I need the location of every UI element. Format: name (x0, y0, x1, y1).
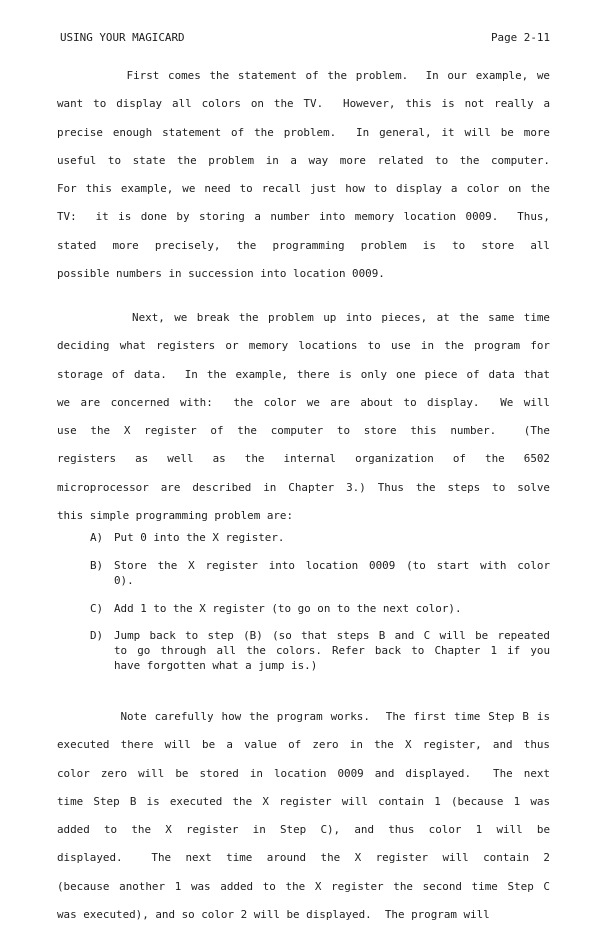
text-line: possible numbers in succession into location 0009. (57, 267, 385, 281)
text-line: Next, we break the problem up into pieces, at the same time (57, 311, 550, 324)
step-label: A) (90, 531, 104, 544)
text-line: executed there will be a value of zero in the X register, and thus (57, 738, 550, 752)
step-text-line: Store the X register into location 0009 (to start with color (114, 559, 550, 573)
step-text (114, 558, 550, 588)
text-line: For this example, we need to recall just how to display a color on the (57, 182, 550, 196)
text-line: microprocessor are described in Chapter 3.) Thus the steps to solve (57, 480, 550, 494)
step-text (114, 628, 550, 674)
step-d (90, 628, 550, 674)
step-text-line: have forgotten what a jump is.) (114, 659, 318, 673)
text-line: color zero will be stored in location 0009 and displayed. The next (57, 766, 550, 780)
text-line: displayed. The next time around the X register will contain 2 (57, 851, 550, 865)
step-text-line: Put 0 into the X register. (114, 531, 285, 544)
text-line: use the X register of the computer to store this number. (The (57, 424, 550, 438)
text-line: we are concerned with: the color we are about to display. We will (57, 395, 550, 409)
page-header (60, 31, 550, 45)
text-line: First comes the statement of the problem. In our example, we (57, 69, 550, 82)
text-line: time Step B is executed the X register will contain 1 (because 1 was (57, 794, 550, 808)
text-line: TV: it is done by storing a number into memory location 0009. Thus, (57, 210, 550, 224)
text-line: precise enough statement of the problem. In general, it will be more (57, 125, 550, 139)
step-a (90, 530, 550, 545)
text-line: was executed), and so color 2 will be displayed. The program will (57, 908, 490, 922)
text-line: storage of data. In the example, there is only one piece of data that (57, 367, 550, 381)
text-line: want to display all colors on the TV. However, this is not really a (57, 97, 550, 111)
text-line: stated more precisely, the programming problem is to store all (57, 238, 550, 252)
paragraph-problem-statement (57, 62, 550, 288)
step-c (90, 601, 550, 616)
paragraph-break-problem (57, 304, 550, 530)
step-label: D) (90, 628, 104, 642)
text-line: deciding what registers or memory locations to use in the program for (57, 339, 550, 353)
text-line: useful to state the problem in a way more related to the computer. (57, 153, 550, 167)
step-text-line: Jump back to step (B) (so that steps B and C will be repeated (114, 628, 550, 642)
step-label: B) (90, 559, 104, 573)
text-line: registers as well as the internal organization of the 6502 (57, 452, 550, 466)
text-line: added to the X register in Step C), and thus color 1 will be (57, 823, 550, 837)
step-text (114, 530, 550, 545)
step-text-line: Add 1 to the X register (to go on to the next color). (114, 601, 462, 615)
step-text (114, 601, 550, 616)
text-line: this simple programming problem are: (57, 509, 294, 523)
step-label: C) (90, 601, 104, 615)
page-number: Page 2-11 (490, 31, 550, 44)
document-title: USING YOUR MAGICARD (60, 31, 185, 44)
text-line: (because another 1 was added to the X register the second time Step C (57, 879, 550, 893)
step-b (90, 558, 550, 588)
paragraph-program-works (57, 703, 550, 929)
steps-list (90, 530, 550, 673)
text-line: Note carefully how the program works. The first time Step B is (57, 710, 550, 723)
step-text-line: 0). (114, 574, 134, 588)
step-text-line: to go through all the colors. Refer back to Chapter 1 if you (114, 644, 550, 658)
